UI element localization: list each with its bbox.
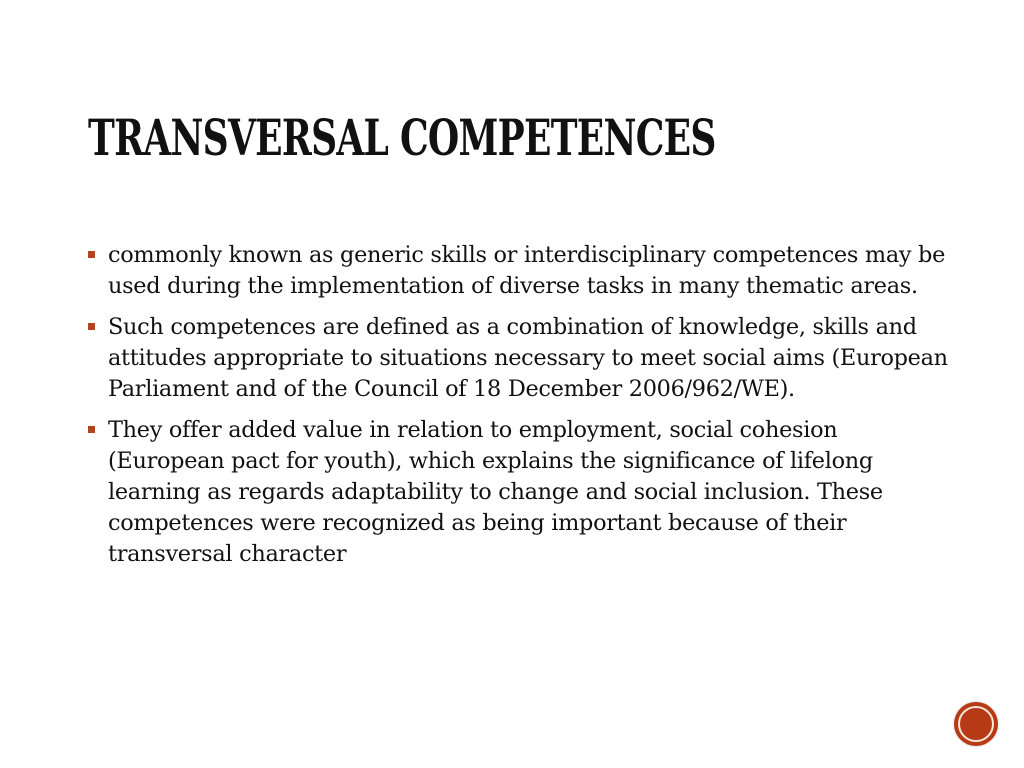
- bullet-item: [86, 240, 956, 302]
- bullet-text: commonly known as generic skills or interdisciplinary competences may be used during the implementation of diverse tasks in many thematic areas.: [108, 242, 946, 299]
- bullet-text: Such competences are defined as a combination of knowledge, skills and attitudes appropriate to situations necessary to meet social aims (European Parliament and of the Council of 18 December 2006/962/WE).: [108, 314, 948, 402]
- bullet-text: They offer added value in relation to employment, social cohesion (European pact for youth), which explains the significance of lifelong learning as regards adaptability to change and social inclusion. These competences were recognized as being important because of their transversal character: [108, 417, 883, 567]
- square-bullet-icon: [88, 251, 95, 258]
- square-bullet-icon: [88, 426, 95, 433]
- ring-icon: [958, 706, 994, 742]
- square-bullet-icon: [88, 323, 95, 330]
- slide-title: TRANSVERSAL COMPETENCES: [88, 108, 716, 167]
- circle-badge-icon: [954, 702, 998, 746]
- bullet-item: [86, 312, 956, 405]
- bullet-list: [86, 240, 956, 580]
- bullet-item: [86, 415, 956, 570]
